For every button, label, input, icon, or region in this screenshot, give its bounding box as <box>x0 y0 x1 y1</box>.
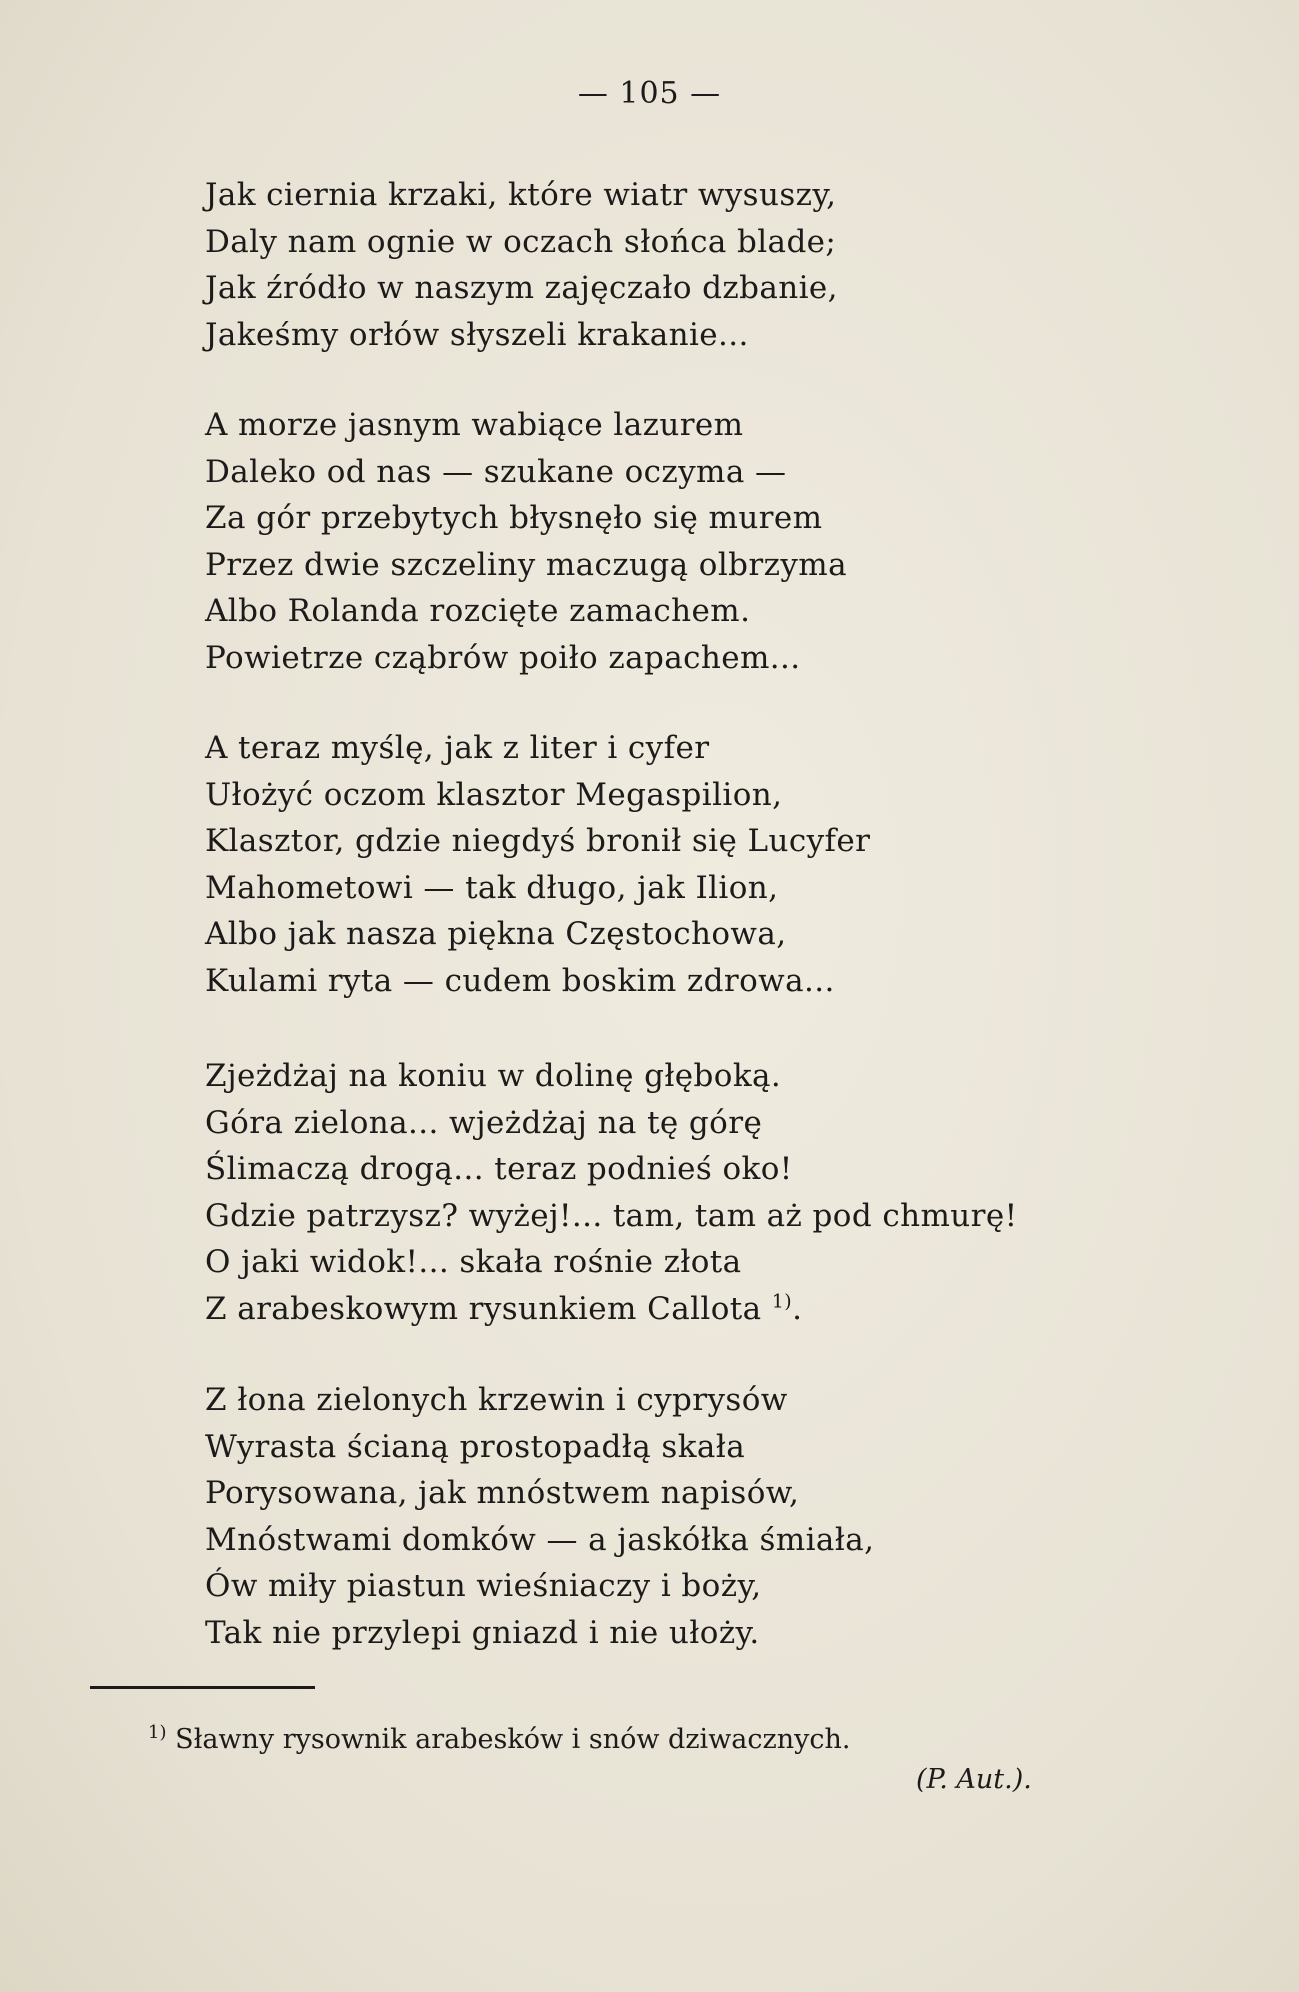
stanza-1 <box>205 172 838 358</box>
poem-line: Ślimaczą drogą... teraz podnieś oko! <box>205 1151 793 1187</box>
poem-line: A morze jasnym wabiące lazurem <box>205 407 744 443</box>
line-end-punctuation: . <box>792 1290 803 1327</box>
footnote-text: Sławny rysownik arabesków i snów dziwacznych. <box>175 1724 851 1755</box>
footnote-reference: 1) <box>771 1290 793 1313</box>
footnote-attribution: (P. Aut.). <box>916 1764 1032 1795</box>
poem-line-text: Z arabeskowym rysunkiem Callota <box>205 1290 762 1327</box>
poem-line: Jakeśmy orłów słyszeli krakanie... <box>205 316 749 353</box>
poem-line: O jaki widok!... skała rośnie złota <box>205 1244 742 1280</box>
poem-line: Jak źródło w naszym zajęczało dzbanie, <box>205 270 838 306</box>
poem-line-with-footnote <box>205 1286 1017 1333</box>
stanza-5 <box>205 1377 874 1656</box>
poem-line: Wyrasta ścianą prostopadłą skała <box>205 1428 746 1465</box>
poem-line: Przez dwie szczeliny maczugą olbrzyma <box>205 546 847 583</box>
poem-line: Powietrze cząbrów poiło zapachem... <box>205 639 801 676</box>
footnote <box>148 1720 851 1760</box>
poem-line: Jak ciernia krzaki, które wiatr wysuszy, <box>205 177 837 213</box>
poem-line: Z łona zielonych krzewin i cyprysów <box>205 1382 788 1418</box>
poem-line: Daleko od nas — szukane oczyma — <box>205 453 787 490</box>
poem-line: Ów miły piastun wieśniaczy i boży, <box>205 1568 762 1604</box>
poem-line: Porysowana, jak mnóstwem napisów, <box>205 1475 800 1511</box>
poem-line: Albo jak nasza piękna Częstochowa, <box>205 916 787 952</box>
poem-line: Za gór przebytych błysnęło się murem <box>205 500 823 536</box>
poem-line: Albo Rolanda rozcięte zamachem. <box>205 593 751 629</box>
poem-line: Mnóstwami domków — a jaskółka śmiała, <box>205 1521 875 1558</box>
poem-line: Gdzie patrzysz? wyżej!... tam, tam aż pod chmurę! <box>205 1197 1018 1234</box>
poem-line: Ułożyć oczom klasztor Megaspilion, <box>205 776 783 813</box>
stanza-3 <box>205 725 870 1004</box>
poem-line: Góra zielona... wjeżdżaj na tę górę <box>205 1104 763 1141</box>
poem-line: Tak nie przylepi gniazd i nie ułoży. <box>205 1614 760 1651</box>
poem-line: Kulami ryta — cudem boskim zdrowa... <box>205 962 835 999</box>
poem-line: Klasztor, gdzie niegdyś bronił się Lucyfer <box>205 823 871 859</box>
poem-line: Zjeżdżaj na koniu w dolinę głęboką. <box>205 1058 782 1094</box>
page-number: — 105 — <box>577 76 722 111</box>
footnote-divider <box>90 1686 315 1689</box>
poem-line: Mahometowi — tak długo, jak Ilion, <box>205 869 779 906</box>
poem-line: Daly nam ognie w oczach słońca blade; <box>205 223 837 260</box>
poem-line: A teraz myślę, jak z liter i cyfer <box>205 730 710 766</box>
footnote-marker: 1) <box>148 1722 167 1743</box>
stanza-2 <box>205 402 847 681</box>
stanza-4 <box>205 1053 1017 1332</box>
